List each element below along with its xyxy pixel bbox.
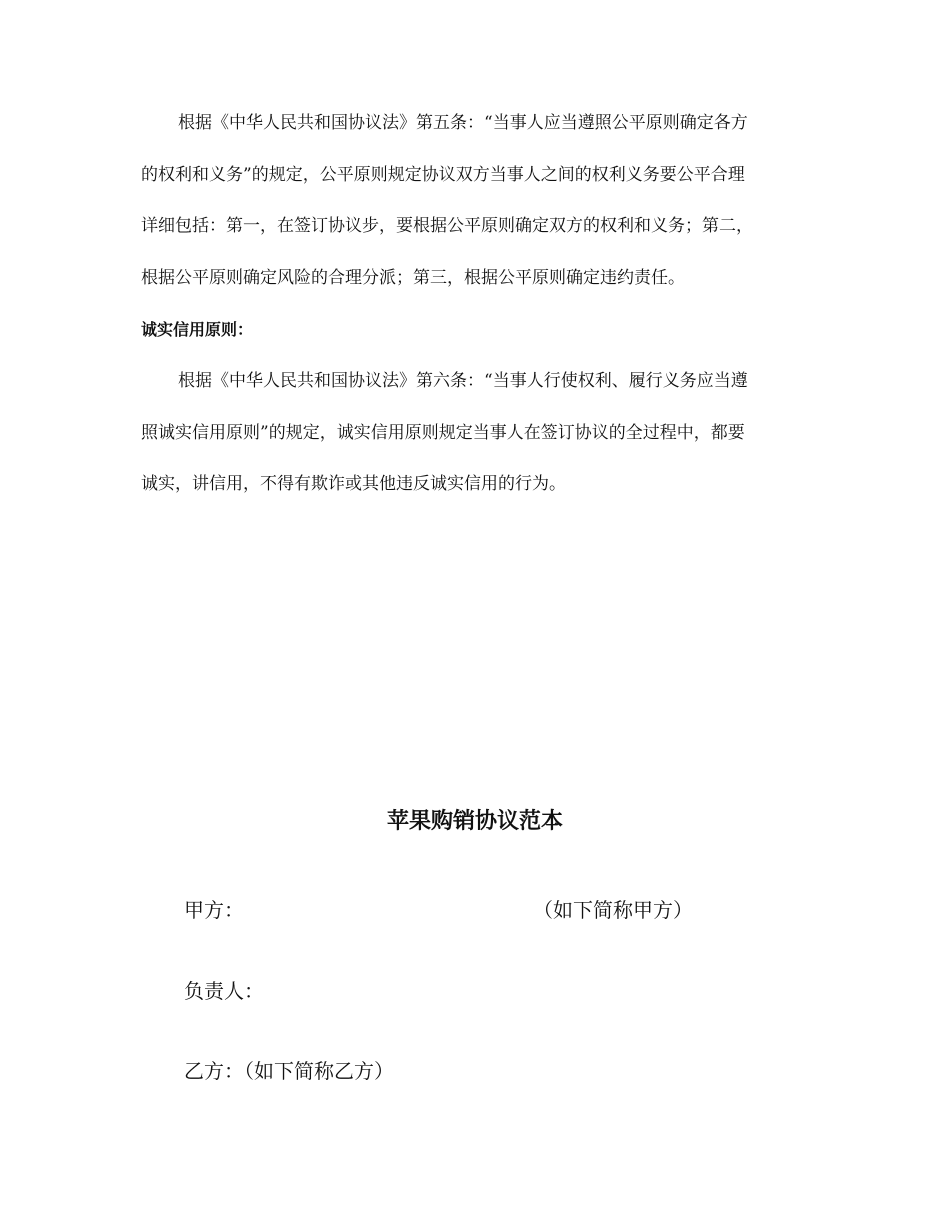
contract-title: 苹果购销协议范本 [386, 809, 563, 834]
section-heading: 诚实信用原则： [141, 320, 254, 339]
party-a-note: （如下简称甲方） [533, 898, 693, 922]
paragraph-line: 详细包括：第一，在签订协议步，要根据公平原则确定双方的权利和义务；第二， [141, 216, 753, 236]
paragraph-line: 根据《中华人民共和国协议法》第六条：“当事人行使权利、履行义务应当遵 [178, 371, 748, 391]
paragraph-line: 根据《中华人民共和国协议法》第五条：“当事人应当遵照公平原则确定各方 [178, 113, 748, 133]
party-a-label: 甲方： [184, 898, 244, 922]
paragraph-line: 的权利和义务”的规定，公平原则规定协议双方当事人之间的权利义务要公平合理 [141, 165, 745, 185]
responsible-person-label: 负责人： [184, 979, 264, 1003]
paragraph-line: 根据公平原则确定风险的合理分派；第三，根据公平原则确定违约责任。 [141, 268, 685, 288]
paragraph-line: 诚实，讲信用，不得有欺诈或其他违反诚实信用的行为。 [141, 474, 566, 494]
paragraph-line: 照诚实信用原则”的规定，诚实信用原则规定当事人在签订协议的全过程中，都要 [141, 423, 745, 443]
party-b-line: 乙方：（如下简称乙方） [184, 1059, 394, 1083]
